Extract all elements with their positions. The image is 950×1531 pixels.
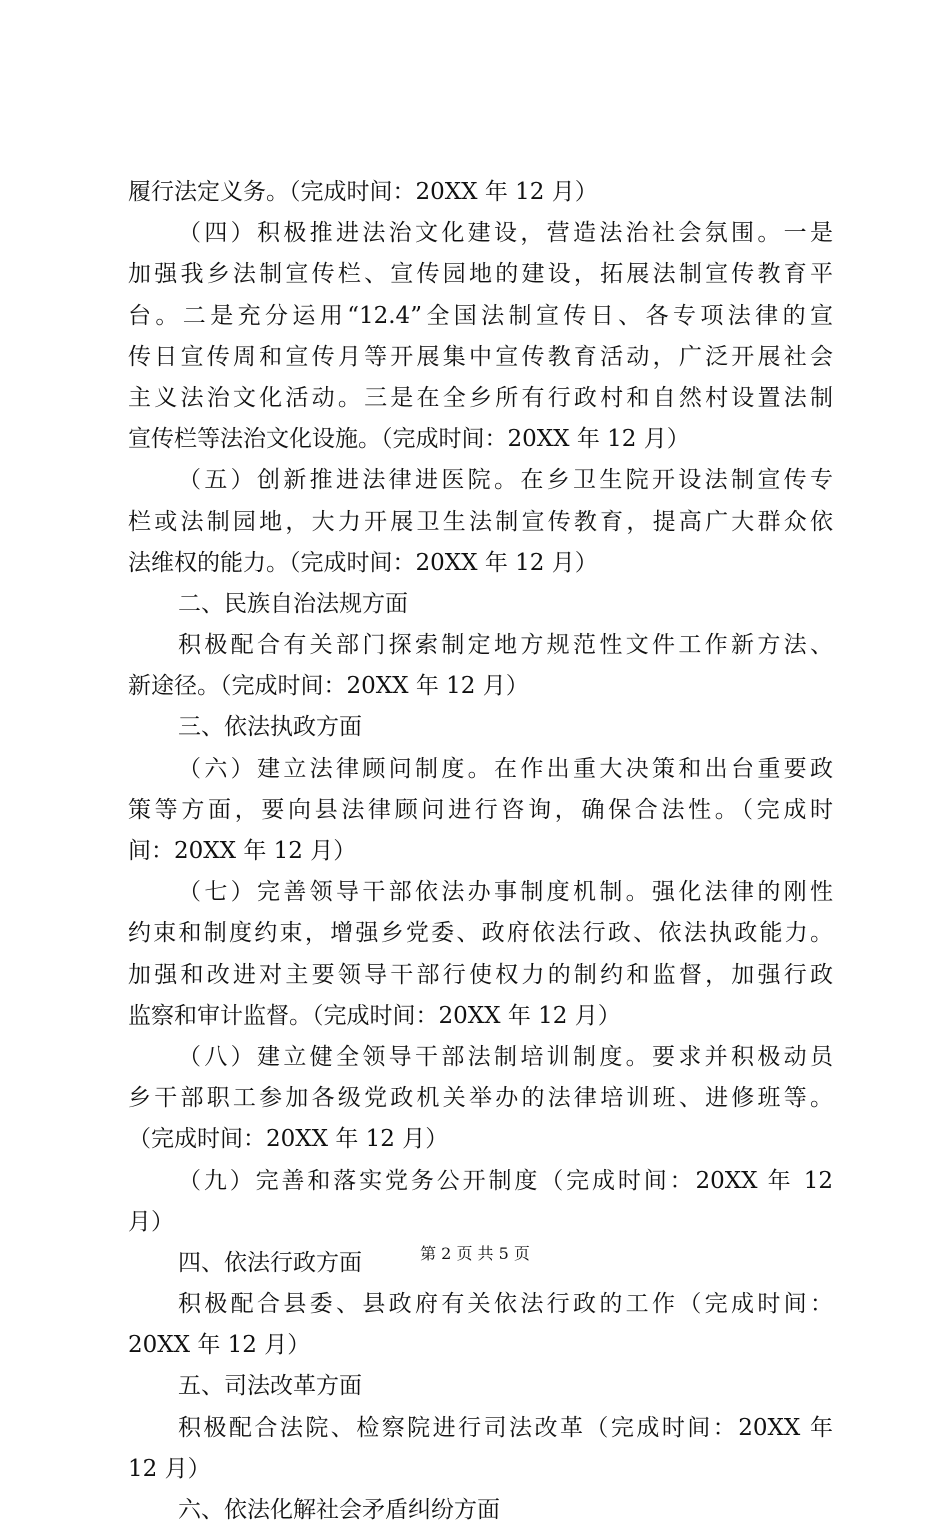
paragraph-line: 20XX 年 12 月） [128, 1332, 311, 1359]
paragraph-line: 监察和审计监督。（完成时间：20XX 年 12 月） [128, 1002, 621, 1029]
paragraph-line: 加强我乡法制宣传栏、宣传园地的建设，拓展法制宣传教育平 [128, 261, 833, 288]
paragraph-line: 主义法治文化活动。三是在全乡所有行政村和自然村设置法制 [128, 384, 833, 411]
paragraph-line: 加强和改进对主要领导干部行使权力的制约和监督，加强行政 [128, 961, 833, 988]
paragraph-line: （八）建立健全领导干部法制培训制度。要求并积极动员 [178, 1043, 833, 1070]
paragraph-line: 积极配合法院、检察院进行司法改革（完成时间：20XX 年 [178, 1414, 833, 1441]
paragraph-line: 台。二是充分运用“12.4”全国法制宣传日、各专项法律的宣 [128, 302, 833, 329]
paragraph-line: 积极配合有关部门探索制定地方规范性文件工作新方法、 [178, 632, 833, 659]
paragraph-line: 乡干部职工参加各级党政机关举办的法律培训班、进修班等。 [128, 1085, 833, 1112]
paragraph-line: 传日宣传周和宣传月等开展集中宣传教育活动，广泛开展社会 [128, 343, 833, 370]
paragraph-line: 月） [128, 1208, 174, 1235]
paragraph-line: 法维权的能力。（完成时间：20XX 年 12 月） [128, 549, 598, 576]
paragraph-line: 宣传栏等法治文化设施。（完成时间：20XX 年 12 月） [128, 426, 690, 453]
document-body [128, 172, 833, 1531]
section-heading: 二、民族自治法规方面 [178, 590, 408, 617]
section-heading: 六、依法化解社会矛盾纠纷方面 [178, 1497, 500, 1523]
section-heading: 五、司法改革方面 [178, 1373, 362, 1400]
paragraph-line: （七）完善领导干部依法办事制度机制。强化法律的刚性 [178, 879, 833, 906]
paragraph-line: 积极配合县委、县政府有关依法行政的工作（完成时间： [178, 1291, 833, 1318]
paragraph-line: 履行法定义务。（完成时间：20XX 年 12 月） [128, 179, 598, 205]
section-heading: 四、依法行政方面 [178, 1249, 362, 1276]
page-number-footer: 第 2 页 共 5 页 [420, 1244, 530, 1263]
paragraph-line: 策等方面，要向县法律顾问进行咨询，确保合法性。（完成时 [128, 796, 833, 823]
paragraph-line: 12 月） [128, 1455, 211, 1482]
paragraph-line: 新途径。（完成时间：20XX 年 12 月） [128, 673, 529, 700]
paragraph-line: （完成时间：20XX 年 12 月） [128, 1126, 449, 1153]
paragraph-line: （九）完善和落实党务公开制度（完成时间：20XX 年 12 [178, 1167, 833, 1194]
paragraph-line: 间：20XX 年 12 月） [128, 838, 357, 864]
paragraph-line: （六）建立法律顾问制度。在作出重大决策和出台重要政 [178, 755, 833, 782]
paragraph-line: （五）创新推进法律进医院。在乡卫生院开设法制宣传专 [178, 467, 833, 494]
section-heading: 三、依法执政方面 [178, 714, 362, 741]
paragraph-line: （四）积极推进法治文化建设，营造法治社会氛围。一是 [178, 220, 833, 247]
paragraph-line: 栏或法制园地，大力开展卫生法制宣传教育，提高广大群众依 [128, 508, 833, 535]
paragraph-line: 约束和制度约束，增强乡党委、政府依法行政、依法执政能力。 [128, 920, 833, 947]
